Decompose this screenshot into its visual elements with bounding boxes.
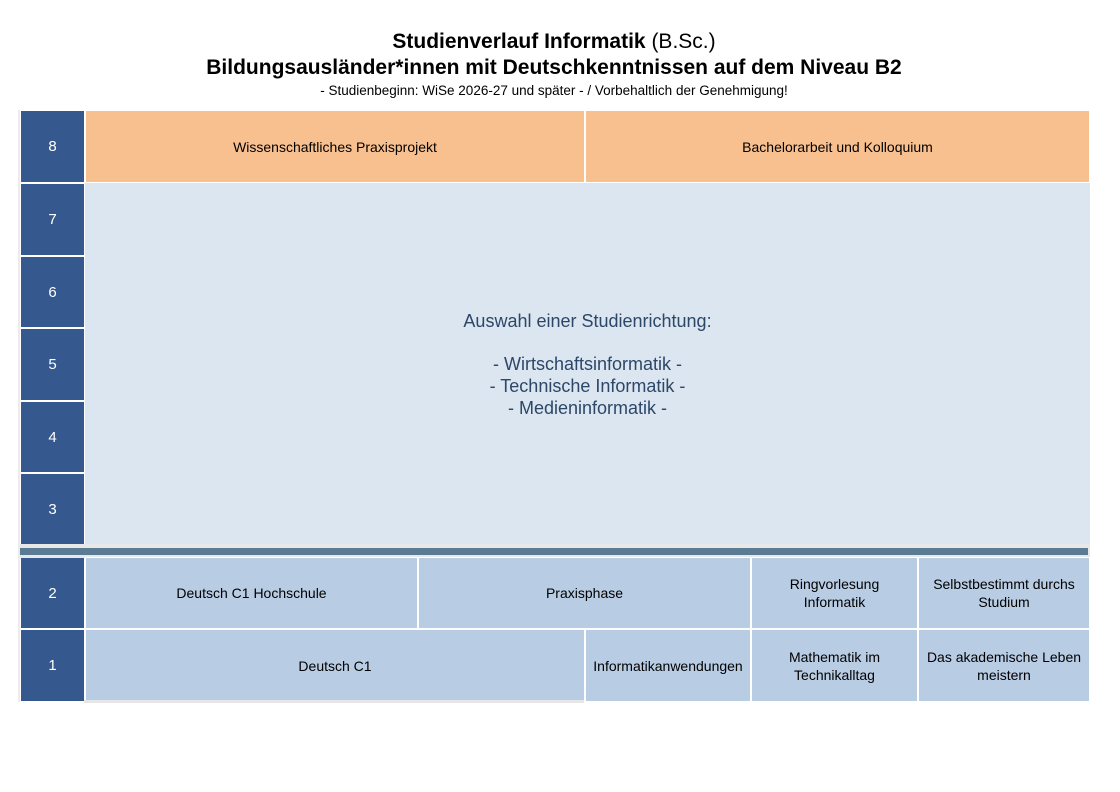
section-divider	[20, 544, 1090, 558]
divider-bar	[20, 548, 1088, 555]
module-ringvorlesung: Ringvorlesung Informatik	[751, 557, 918, 629]
specialization-option-medieninformatik: - Medieninformatik -	[507, 397, 668, 418]
title-program: Studienverlauf Informatik	[392, 30, 646, 53]
semester-2-label: 2	[20, 557, 85, 629]
module-informatikanwendungen: Informatikanwendungen	[585, 629, 751, 702]
specialization-heading: Auswahl einer Studienrichtung:	[463, 310, 712, 331]
module-selbstbestimmt: Selbstbestimmt durchs Studium	[918, 557, 1090, 629]
specialization-option-technische-informatik: - Technische Informatik -	[489, 375, 686, 396]
semester-3-label: 3	[20, 473, 85, 546]
document-note: - Studienbeginn: WiSe 2026-27 und später - / Vorbehaltlich der Genehmigung!	[320, 83, 788, 98]
document-title	[0, 30, 1108, 54]
module-praxisprojekt: Wissenschaftliches Praxisprojekt	[85, 110, 585, 183]
semester-1-label: 1	[20, 629, 85, 702]
module-deutsch-c1: Deutsch C1	[85, 629, 585, 702]
module-deutsch-c1-hochschule: Deutsch C1 Hochschule	[85, 557, 418, 629]
document-subtitle: Bildungsausländer*innen mit Deutschkenntnissen auf dem Niveau B2	[206, 56, 902, 79]
document-header	[0, 30, 1108, 100]
module-mathematik: Mathematik im Technikalltag	[751, 629, 918, 702]
module-bachelorarbeit: Bachelorarbeit und Kolloquium	[585, 110, 1090, 183]
semester-5-label: 5	[20, 328, 85, 401]
row-shadow	[84, 700, 584, 703]
title-degree: (B.Sc.)	[651, 30, 716, 53]
specialization-option-wirtschaftsinformatik: - Wirtschaftsinformatik -	[492, 353, 683, 374]
specialization-area	[85, 183, 1090, 545]
semester-4-label: 4	[20, 401, 85, 473]
semester-6-label: 6	[20, 256, 85, 328]
module-praxisphase: Praxisphase	[418, 557, 751, 629]
module-akademisches-leben: Das akademische Leben meistern	[918, 629, 1090, 702]
semester-7-label: 7	[20, 183, 85, 256]
semester-8-label: 8	[20, 110, 85, 183]
